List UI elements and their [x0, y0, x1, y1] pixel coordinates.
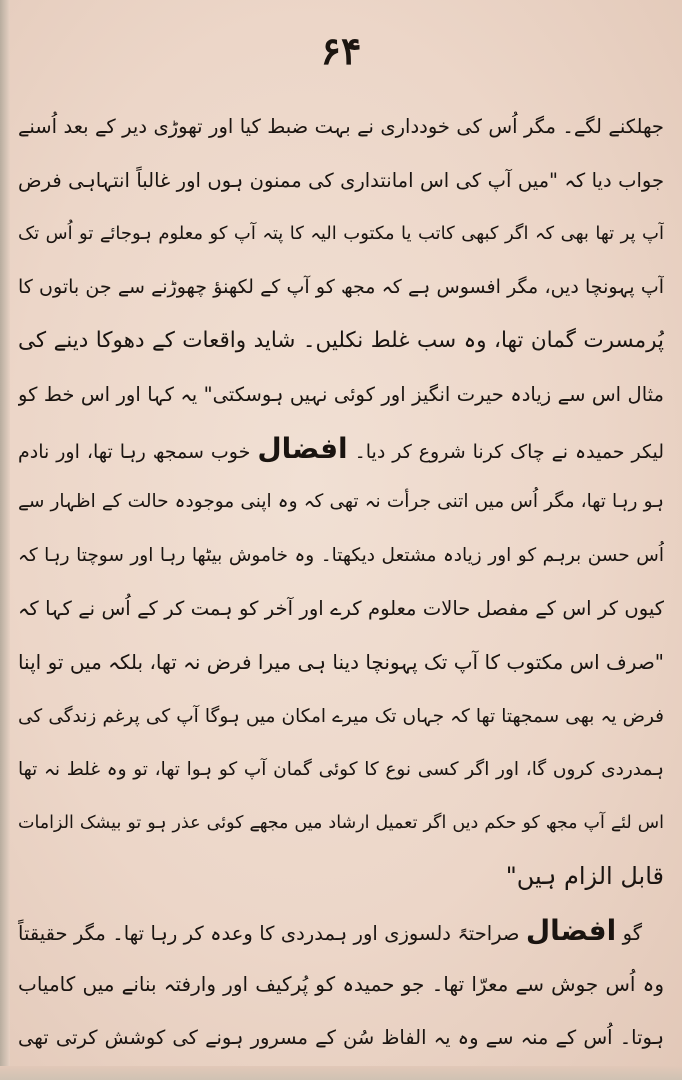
text-line [18, 422, 664, 476]
text-line [18, 904, 664, 958]
line-text: ہمدردی کروں گا، اور اگر کسی نوع کا کوئی گمان آپ کو ہوا تھا، تو وہ غلط نہ تھا [18, 759, 664, 781]
body-text [18, 100, 664, 1065]
line-text: اُس حسن برہم کو اور زیادہ مشتعل دیکھتا۔ وہ خاموش بیٹھا رہا اور سوچتا رہا کہ [18, 544, 664, 566]
line-text: پُرمسرت گمان تھا، وہ سب غلط نکلیں۔ شاید واقعات کے دھوکا دینے کی [18, 328, 664, 354]
text-line [18, 582, 664, 636]
emphasized-name: افضال [257, 431, 348, 465]
line-text: آپ پہونچا دیں، مگر افسوس ہے کہ مجھ کو آپ کے لکھنؤ چھوڑنے سے جن باتوں کا [18, 275, 664, 298]
page-number: ۶۴ [320, 28, 362, 73]
line-text: گو [616, 921, 642, 945]
text-line [18, 743, 664, 797]
line-text: "صرف اس مکتوب کا آپ تک پہونچا دینا ہی میرا فرض نہ تھا، بلکہ میں تو اپنا [18, 649, 664, 674]
line-text: ہوتا۔ اُس کے منہ سے وہ یہ الفاظ سُن کے مسرور ہونے کی کوشش کرتی تھی [18, 1026, 664, 1050]
text-line [18, 154, 664, 208]
line-text: فرض یہ بھی سمجھتا تھا کہ جہاں تک میرے امکان میں ہوگا آپ کی پرغم زندگی کی [18, 705, 664, 727]
text-line [18, 850, 664, 904]
text-line [18, 636, 664, 690]
line-text: کیوں کر اس کے مفصل حالات معلوم کرے اور آخر کو ہمت کر کے اُس نے کہا کہ [18, 597, 664, 621]
line-text: آپ پر تھا بھی کہ اگر کبھی کاتب یا مکتوب الیہ کا پتہ آپ کو معلوم ہوجائے تو اُس تک [18, 223, 664, 245]
text-line [18, 207, 664, 261]
text-line [18, 797, 664, 851]
text-line [18, 1011, 664, 1065]
text-line [18, 475, 664, 529]
line-text: ہو رہا تھا، مگر اُس میں اتنی جرأت نہ تھی کہ وہ اپنی موجودہ حالت کے اظہار سے [18, 491, 664, 513]
page-binding-shadow [0, 0, 10, 1080]
line-text: وہ اُس جوش سے معرّا تھا۔ جو حمیدہ کو پُرکیف اور وارفتہ بنانے میں کامیاب [18, 971, 664, 996]
line-text: مثال اس سے زیادہ حیرت انگیز اور کوئی نہیں ہوسکتی" یہ کہا اور اس خط کو [18, 382, 664, 406]
text-line [18, 261, 664, 315]
line-text: قابل الزام ہیں" [505, 862, 664, 891]
line-text: جھلکنے لگے۔ مگر اُس کی خودداری نے بہت ضبط کیا اور تھوڑی دیر کے بعد اُسنے [18, 115, 664, 138]
text-line [18, 690, 664, 744]
line-text: جواب دیا کہ "میں آپ کی اس امانتداری کی ممنون ہوں اور غالباً انتہاہی فرض [18, 168, 664, 192]
line-text: اس لئے آپ مجھ کو حکم دیں اگر تعمیل ارشاد میں مجھے کوئی عذر ہو تو بیشک الزامات [18, 812, 664, 833]
text-line [18, 100, 664, 154]
page-bottom-edge [0, 1066, 682, 1080]
line-text: لیکر حمیدہ نے چاک کرنا شروع کر دیا۔ [347, 440, 664, 463]
text-line [18, 529, 664, 583]
line-text: صراحتہً دلسوزی اور ہمدردی کا وعدہ کر رہا تھا۔ مگر حقیقتاً [18, 921, 526, 945]
emphasized-name: افضال [525, 913, 617, 947]
line-text: خوب سمجھ رہا تھا، اور نادم [18, 440, 258, 463]
text-line [18, 314, 664, 368]
text-line [18, 368, 664, 422]
text-line [18, 958, 664, 1012]
